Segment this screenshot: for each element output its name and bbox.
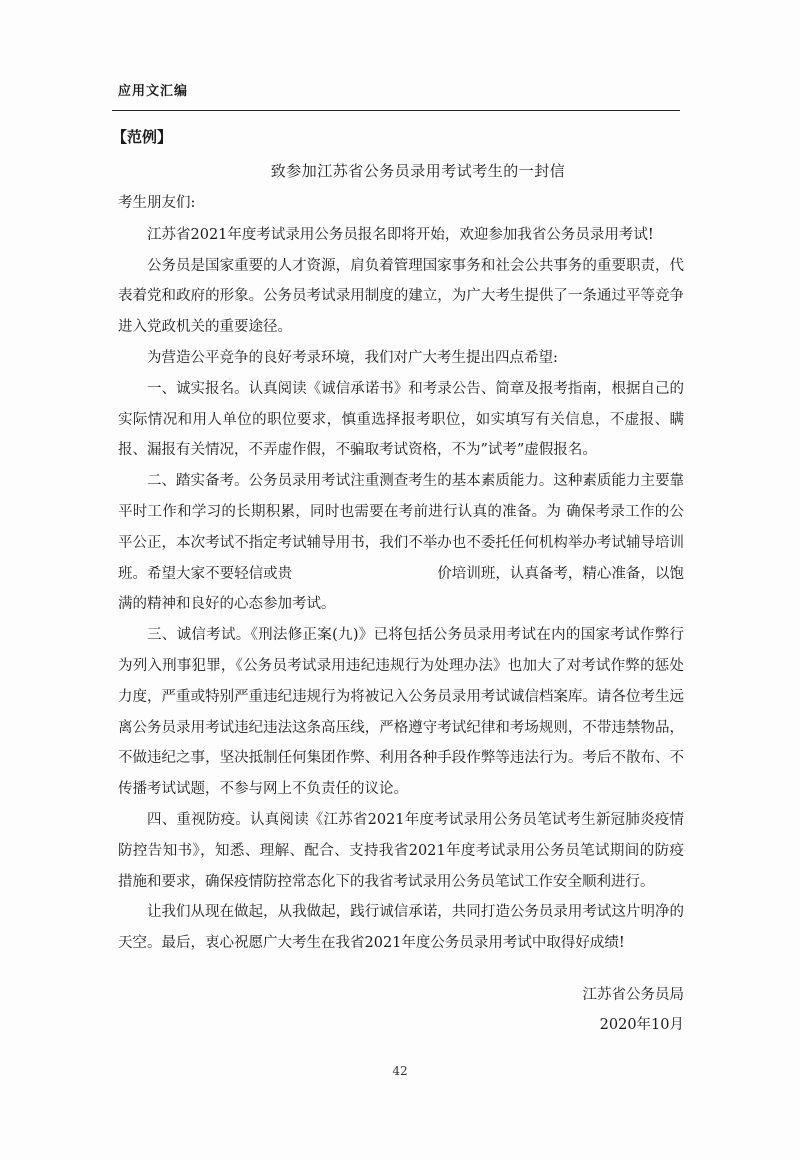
letter-title: 致参加江苏省公务员录用考试考生的一封信 — [270, 162, 566, 180]
signature-date: 2020年10月 — [599, 1017, 684, 1033]
letter-paragraph: 二、踏实备考。公务员录用考试注重测查考生的基本素质能力。这种素质能力主要靠平时工作和学习的长期积累，同时也需要在考前进行认真的准备。为 确保考录工作的公平公正，本次考试不指定考试辅导用书，我们不举办也不委托任何机构举办考试辅导培训班。希望大家不要轻信或贵 价培训班，认真备考，精心准备，以饱满的精神和良好的心态参加考试。 — [118, 473, 684, 613]
letter-paragraph: 四、重视防疫。认真阅读《江苏省2021年度考试录用公务员笔试考生新冠肺炎疫情防控告知书》，知悉、理解、配合、支持我省2021年度考试录用公务员笔试期间的防疫措施和要求，确保疫情防控常态化下的我省考试录用公务员笔试工作安全顺利进行。 — [118, 811, 684, 890]
letter-body — [118, 188, 684, 959]
letter-paragraph: 公务员是国家重要的人才资源，肩负着管理国家事务和社会公共事务的重要职责，代表着党和政府的形象。公务员考试录用制度的建立，为广大考生提供了一条通过平等竞争进入党政机关的重要途径。 — [118, 257, 684, 336]
letter-paragraph: 一、诚实报名。认真阅读《诚信承诺书》和考录公告、简章及报考指南，根据自己的实际情况和用人单位的职位要求，慎重选择报考职位，如实填写有关信息，不虚报、瞒报、漏报有关情况，不弄虚作假，不骗取考试资格，不为”试考”虚假报名。 — [118, 380, 684, 459]
letter-paragraph: 江苏省2021年度考试录用公务员报名即将开始，欢迎参加我省公务员录用考试! — [147, 226, 654, 243]
letter-paragraph: 让我们从现在做起，从我做起，践行诚信承诺，共同打造公务员录用考试这片明净的天空。最后，衷心祝愿广大考生在我省2021年度公务员录用考试中取得好成绩! — [118, 904, 684, 952]
page-number: 42 — [392, 1064, 408, 1078]
signature-organization: 江苏省公务员局 — [582, 987, 684, 1003]
section-label: 【范例】 — [112, 128, 173, 146]
header-divider — [112, 110, 680, 111]
letter-paragraph: 为营造公平竞争的良好考录环境，我们对广大考生提出四点希望: — [147, 349, 558, 366]
letter-salutation: 考生朋友们: — [118, 195, 196, 211]
letter-paragraph: 三、诚信考试。《刑法修正案(九)》已将包括公务员录用考试在内的国家考试作弊行为列入刑事犯罪，《公务员考试录用违纪违规行为处理办法》也加大了对考试作弊的惩处力度，严重或特别严重违纪违规行为将被记入公务员录用考试诚信档案库。请各位考生远离公务员录用考试违纪违法这条高压线，严格遵守考试纪律和考场规则，不带违禁物品，不做违纪之事，坚决抵制任何集团作弊、利用各种手段作弊等违法行为。考后不散布、不传播考试试题，不参与网上不负责任的议论。 — [118, 627, 684, 798]
running-header: 应用文汇编 — [118, 84, 189, 99]
